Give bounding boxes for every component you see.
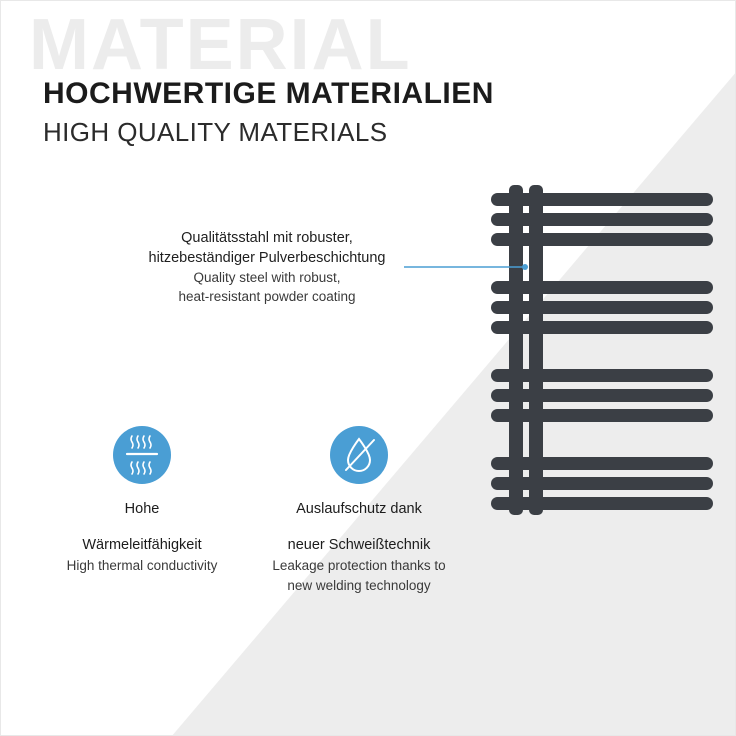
callout-de-line1: Qualitätsstahl mit robuster, [181,230,353,246]
feature-leak-en-line1: Leakage protection thanks to [272,558,446,574]
watermark-text: MATERIAL [29,5,412,85]
feature-thermal-en-line1: High thermal conductivity [66,558,218,574]
feature-leakage-protection [253,426,465,596]
page-title-de: HOCHWERTIGE MATERIALIEN [43,77,494,110]
callout-material [121,229,413,307]
callout-de-line2: hitzebeständiger Pulverbeschichtung [148,249,386,266]
feature-leak-de-line1: Auslaufschutz dank [296,501,422,517]
feature-thermal-conductivity [56,426,228,575]
heat-waves-icon [113,426,171,484]
page-title-en: HIGH QUALITY MATERIALS [43,117,388,147]
towel-radiator-illustration [471,181,721,541]
no-leak-droplet-icon [330,426,388,484]
feature-thermal-de-line1: Hohe [124,501,160,517]
feature-leak-de-line2: neuer Schweißtechnik [287,536,431,553]
callout-en-line1: Quality steel with robust, [193,270,341,286]
feature-thermal-de-line2: Wärmeleitfähigkeit [82,536,202,553]
callout-leader-line [404,264,529,270]
callout-en-line2: heat-resistant powder coating [178,289,356,305]
feature-leak-en-line2: new welding technology [287,578,431,594]
